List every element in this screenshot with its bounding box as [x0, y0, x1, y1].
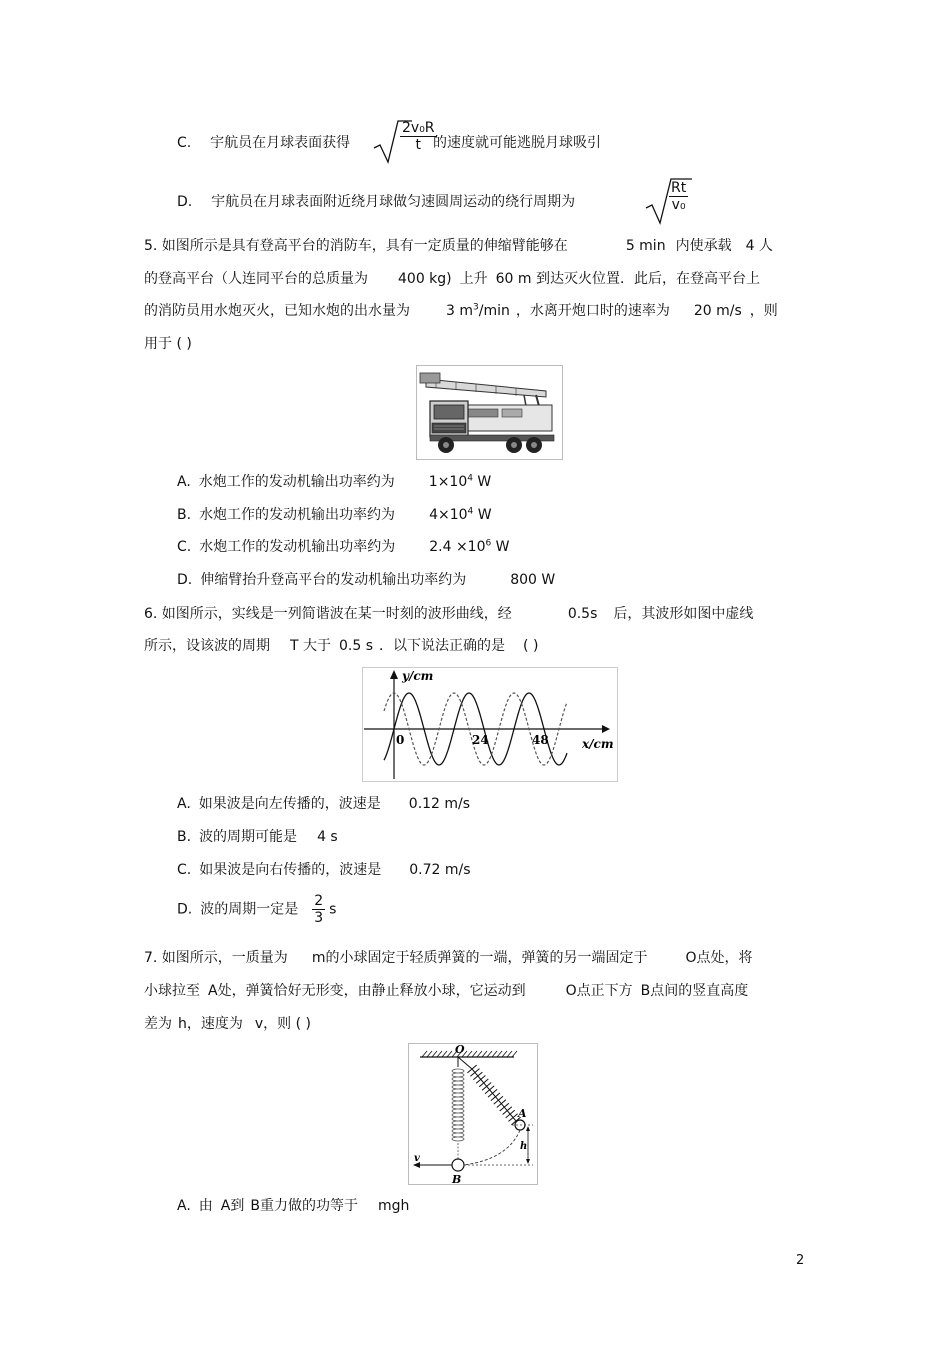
- label-o: O: [455, 1043, 465, 1056]
- option-d-fraction: $\frac{Rt}{\text{v₀}}$: [671, 180, 687, 213]
- label-v: v: [414, 1153, 420, 1164]
- fire-truck-figure: [416, 365, 563, 460]
- option-d-line: D. 宇航员在月球表面附近绕月球做匀速圆周运动的绕行周期为: [177, 194, 576, 210]
- label-b: B: [452, 1173, 462, 1185]
- ball-b: [452, 1159, 464, 1171]
- q6-line-2: 所示，设该波的周期 T 大于 0.5 s ．以下说法正确的是 ( ): [144, 638, 539, 654]
- q6-option-b: B. 波的周期可能是 4 s: [177, 829, 338, 845]
- q7-option-a: A. 由 A到 B重力做的功等于 mgh: [177, 1198, 410, 1214]
- q6-option-c: C. 如果波是向右传播的，波速是 0.72 m/s: [177, 862, 471, 878]
- q5-line-3: 的消防员用水炮灭火，已知水炮的出水量为 3 $m^3/\min$ ，水离开炮口时的速率为 20 m/s ，则: [144, 302, 778, 319]
- label-h: h: [520, 1141, 528, 1152]
- q6-line-1: 6. 如图所示，实线是一列简谐波在某一时刻的波形曲线，经 0.5s 后，其波形如图中虚线: [144, 606, 754, 622]
- q7-line-1: 7. 如图所示，一质量为 m的小球固定于轻质弹簧的一端，弹簧的另一端固定于 O点处，将: [144, 950, 753, 966]
- q6-option-a: A. 如果波是向左传播的，波速是 0.12 m/s: [177, 796, 471, 812]
- label-a: A: [518, 1107, 527, 1120]
- truck-body: [430, 401, 554, 441]
- q6-option-d: D. 波的周期一定是 $\frac{2}{3}$ s: [177, 893, 337, 926]
- option-c-fraction: $\frac{\text{2v₀R}}{t}$: [402, 120, 435, 153]
- x-axis-label: x/cm: [582, 737, 614, 751]
- q5-line-2: 的登高平台（人连同平台的总质量为 400 kg) 上升 60 m 到达灭火位置．此后，在登高平台上: [144, 271, 760, 287]
- option-c-line: C. 宇航员在月球表面获得: [177, 135, 351, 151]
- q5-option-a: A. 水炮工作的发动机输出功率约为 $1\times 10^4$ W: [177, 473, 492, 490]
- q5-line-1: 5. 如图所示是具有登高平台的消防车，具有一定质量的伸缩臂能够在 5 min 内使承载 4 人: [144, 238, 773, 254]
- q7-line-3: 差为 h，速度为 v，则 ( ): [144, 1016, 311, 1032]
- q5-option-b: B. 水炮工作的发动机输出功率约为 $4\times 10^4$ W: [177, 506, 492, 523]
- q7-line-2: 小球拉至 A处，弹簧恰好无形变，由静止释放小球，它运动到 O点正下方 B点间的竖直高度: [144, 983, 749, 999]
- option-c-line-end: 的速度就可能逃脱月球吸引: [433, 135, 601, 151]
- q5-option-c: C. 水炮工作的发动机输出功率约为 $2.4 \times 10^6$ W: [177, 538, 510, 555]
- fraction-two-thirds: $\frac{2}{3}$: [314, 893, 324, 926]
- q5-line-4: 用于 ( ): [144, 336, 192, 352]
- q5-option-d: D. 伸缩臂抬升登高平台的发动机输出功率约为 800 W: [177, 572, 556, 588]
- wave-figure: [362, 667, 618, 782]
- y-axis-label: y/cm: [402, 669, 434, 683]
- spring-figure: [408, 1043, 538, 1185]
- page-number: 2: [796, 1253, 805, 1268]
- tick-48: 48: [532, 733, 549, 747]
- tick-24: 24: [472, 733, 489, 747]
- tick-0: 0: [396, 733, 405, 747]
